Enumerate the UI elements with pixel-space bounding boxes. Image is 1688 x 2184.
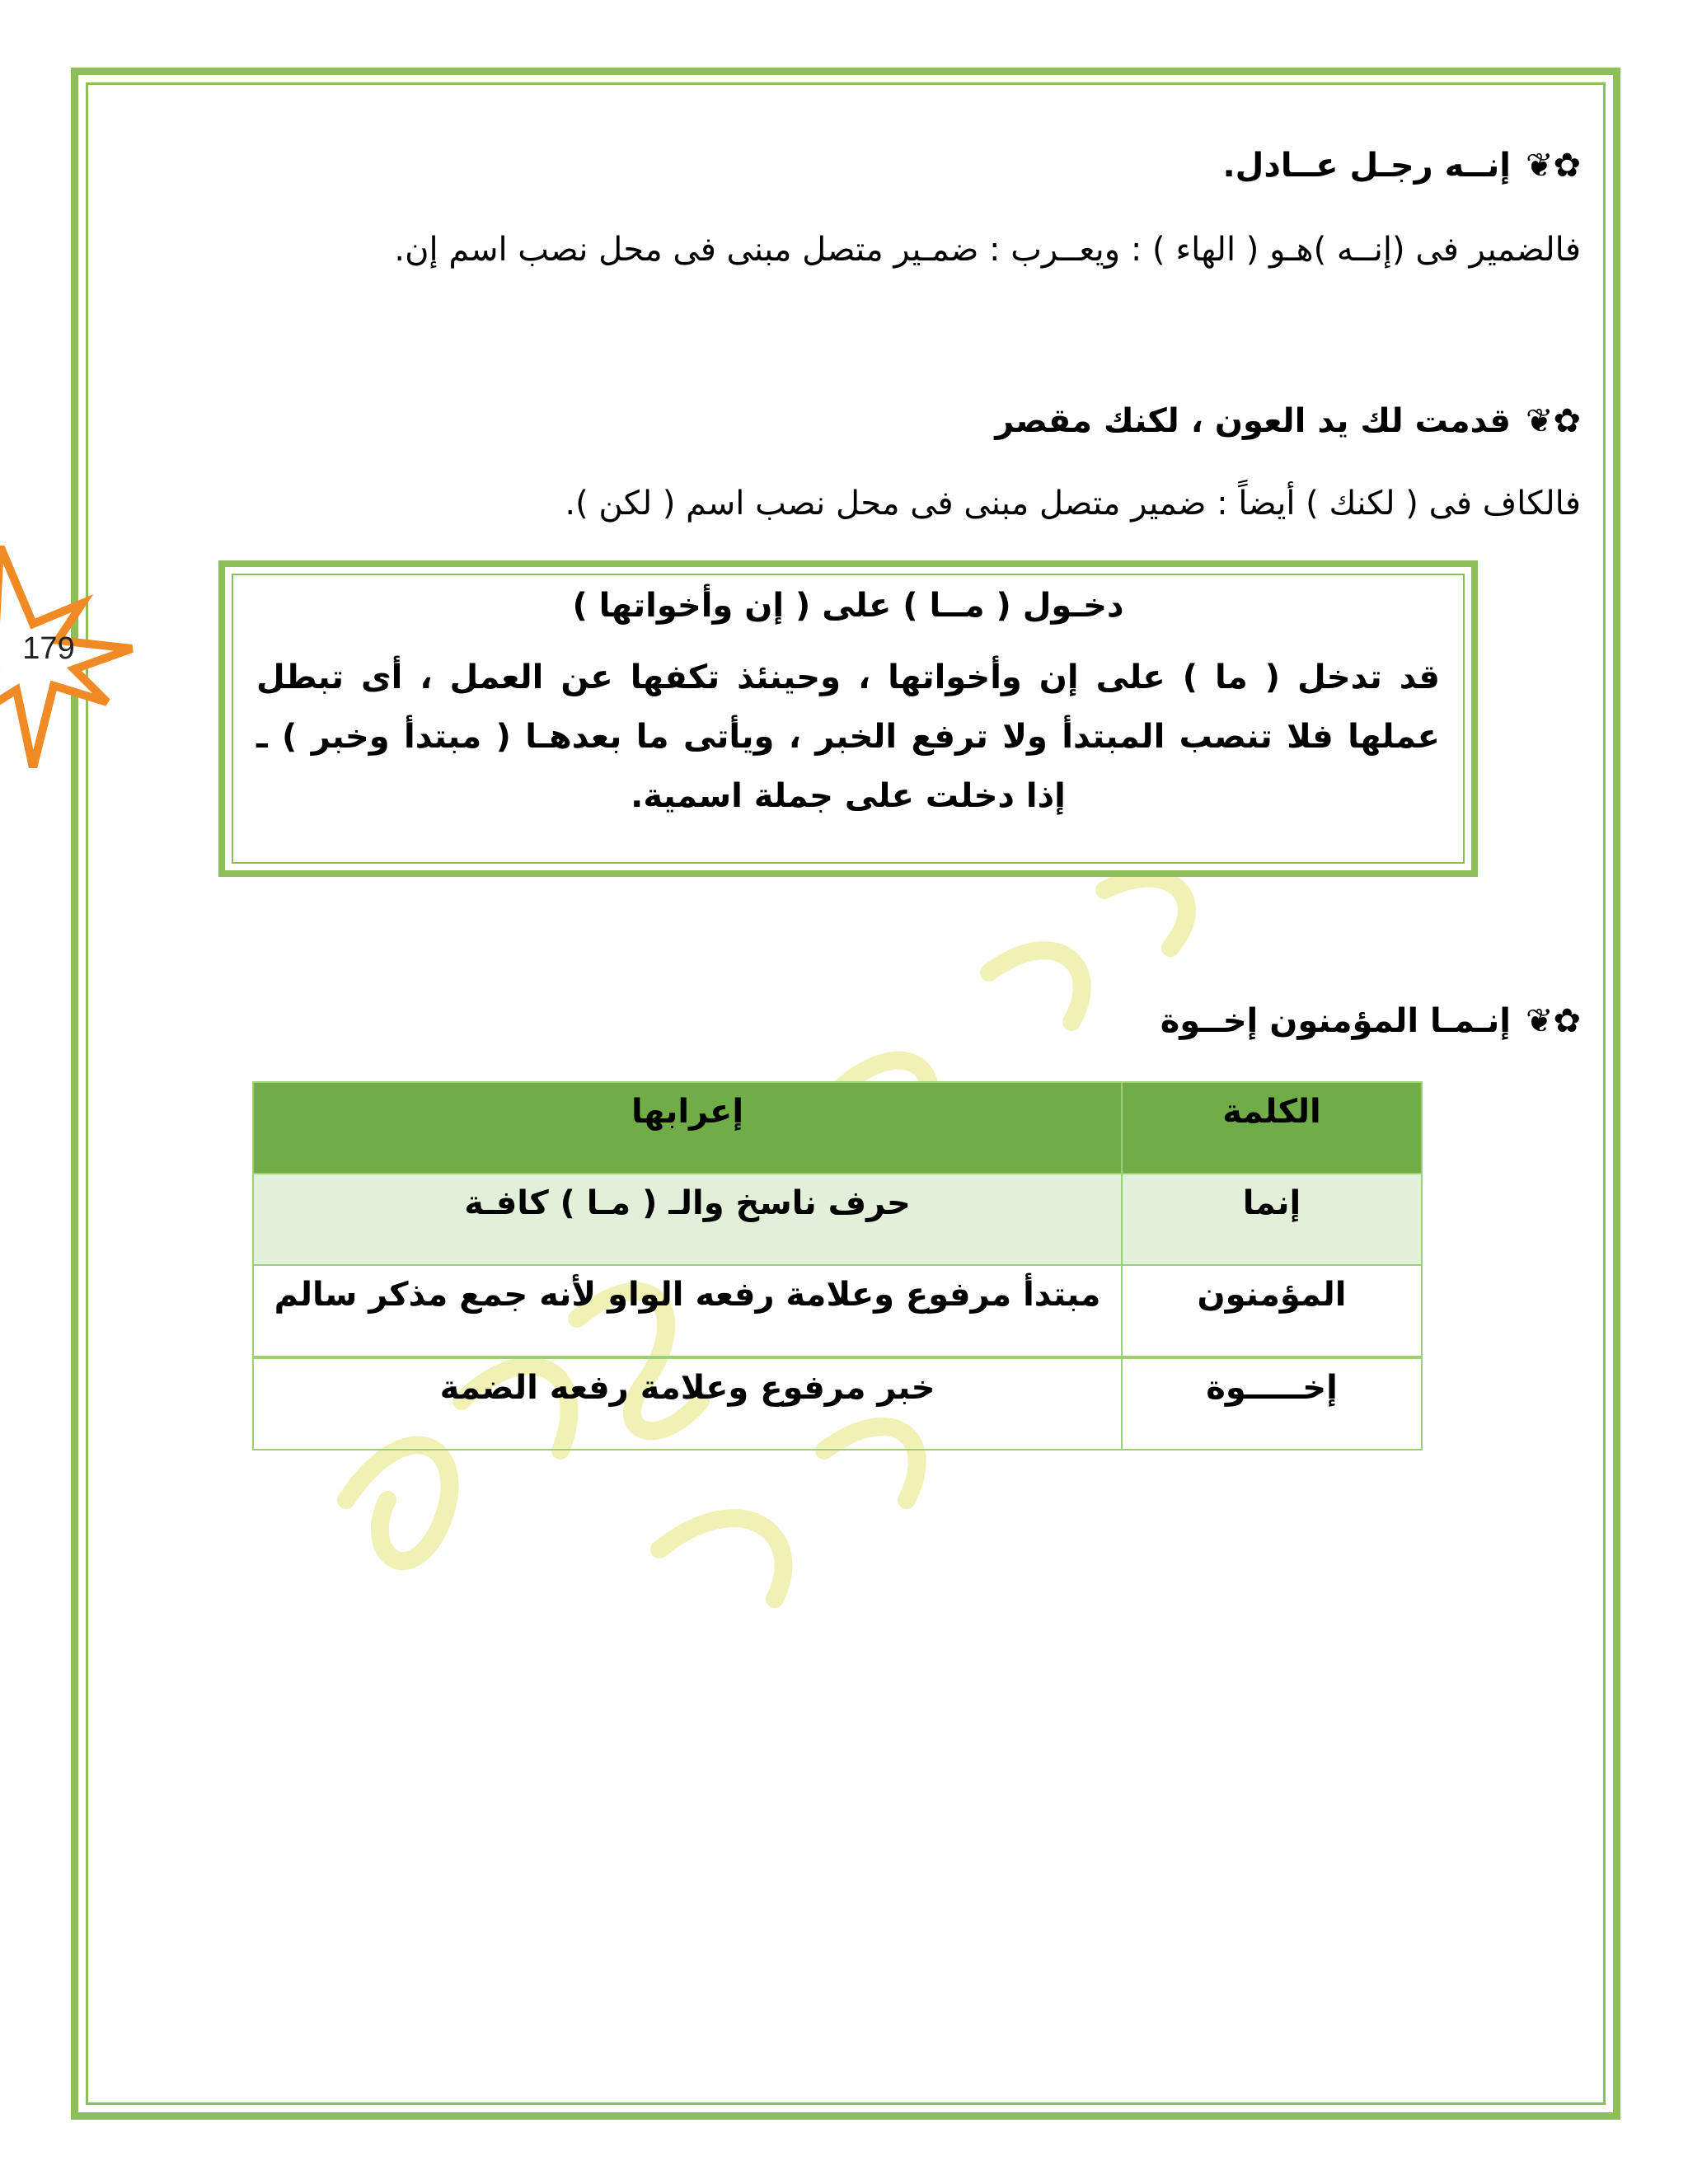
rule-box <box>218 560 1478 877</box>
header-word: الكلمة <box>1122 1082 1422 1174</box>
cell-word: المؤمنون <box>1122 1265 1422 1357</box>
parsing-table <box>252 1081 1423 1451</box>
explanation-1: فالضمير فى (إنــه )هـو ( الهاء ) : ويعــرب : ضمـير متصل مبنى فى محل نصب اسم إن. <box>394 231 1581 269</box>
rule-box-title: دخـول ( مــا ) على ( إن وأخواتها ) <box>572 587 1124 625</box>
header-parsing: إعرابها <box>253 1082 1122 1174</box>
table-row <box>253 1357 1422 1450</box>
example-sentence-3 <box>138 1002 1581 1040</box>
cell-parsing: حرف ناسخ والـ ( مـا ) كافـة <box>253 1174 1122 1265</box>
ornament-icon: ✿❦ <box>1525 147 1581 185</box>
ornament-icon: ✿❦ <box>1525 402 1581 440</box>
explanation-2: فالكاف فى ( لكنك ) أيضاً : ضمير متصل مبنى فى محل نصب اسم ( لكن ). <box>565 485 1581 523</box>
example-text-1: إنــه رجـل عــادل. <box>1222 147 1511 185</box>
example-sentence-1 <box>138 147 1581 185</box>
example-text-2: قدمت لك يد العون ، لكنك مقصر <box>995 402 1511 440</box>
example-sentence-2 <box>138 402 1581 440</box>
ornament-icon: ✿❦ <box>1525 1002 1581 1040</box>
table-row <box>253 1174 1422 1265</box>
cell-parsing: مبتدأ مرفوع وعلامة رفعه الواو لأنه جمع مذكر سالم <box>253 1265 1122 1357</box>
rule-box-body: قد تدخل ( ما ) على إن وأخواتها ، وحينئذ تكفها عن العمل ، أى تبطل عملها فلا تنصب المبتدأ ولا ترفع الخبر ، ويأتى ما بعدهـا ( مبتدأ وخبر ) ـ إذا دخلت على جملة اسمية. <box>256 658 1440 815</box>
cell-word: إنما <box>1122 1174 1422 1265</box>
table-row <box>253 1265 1422 1357</box>
cell-parsing: خبر مرفوع وعلامة رفعه الضمة <box>253 1357 1122 1450</box>
table-header-row <box>253 1082 1422 1174</box>
example-text-3: إنـمـا المؤمنون إخــوة <box>1160 1002 1511 1040</box>
cell-word: إخـــــوة <box>1122 1357 1422 1450</box>
page-number: 179 <box>22 631 75 666</box>
